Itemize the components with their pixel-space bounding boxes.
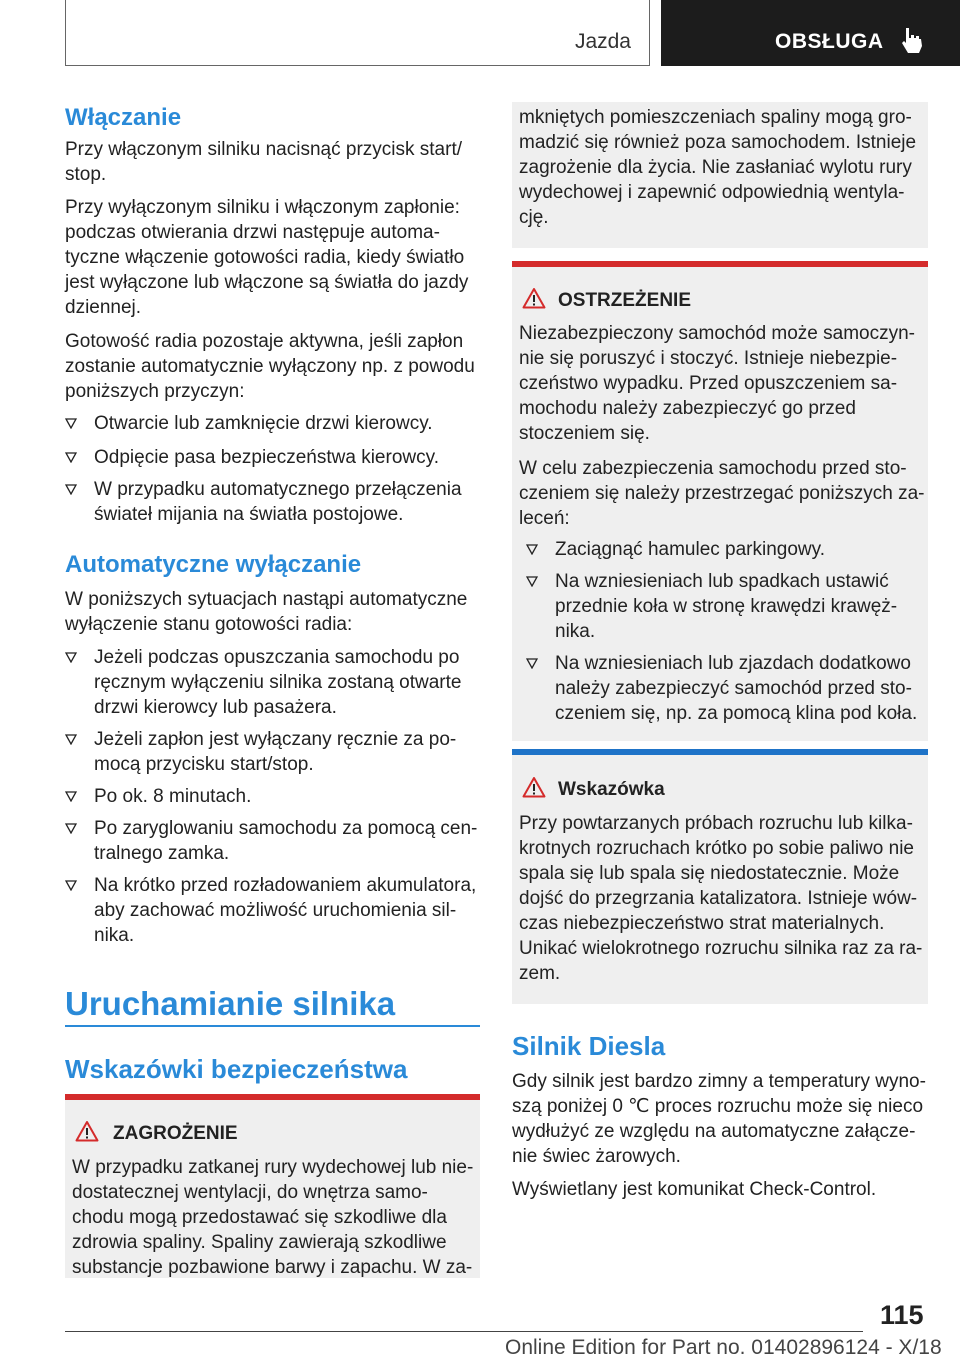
list-item: Zaciągnąć hamulec parkingowy. [526,537,825,562]
paragraph-radio-ready: Gotowość radia pozostaje aktywna, jeśli zapłon zostanie automatycznie wyłączony np. z powodu poniższych przyczyn: [65,331,475,402]
danger-text-continued: mkniętych pomieszczeniach spaliny mogą gro- madzić się również poza samochodem. Istnieje zagrożenie dla życia. Nie zasłaniać wylotu rury wydechowej i zapewnić odpowiednią wentyla- cję. [519,107,917,228]
header-section-box [65,0,650,66]
list-item: Otwarcie lub zamknięcie drzwi kierowcy. [65,411,433,436]
list-item: Jeżeli podczas opuszczania samochodu po ręcznym wyłączeniu silnika zostaną otwarte drzwi kierowcy lub pasażera. [65,645,462,720]
list-item: Na wzniesieniach lub zjazdach dodatkowo należy zabezpieczyć samochód przed sto- czeniem się, np. za pomocą klina pod koła. [526,651,917,726]
footer-rule [65,1331,863,1332]
list-item: W przypadku automatycznego przełączenia świateł mijania na światła postojowe. [65,477,462,527]
header-chapter-tab[interactable] [661,0,960,66]
heading-rule [65,1025,480,1027]
warning-triangle-icon [75,1120,99,1142]
triangle-bullet-icon [65,734,77,745]
triangle-bullet-icon [526,658,538,669]
list-item: Na wzniesieniach lub spadkach ustawić przednie koła w stronę krawędzi krawęż- nika. [526,569,897,644]
list-item: Na krótko przed rozładowaniem akumulatora, aby zachować możliwość uruchomienia sil- nika. [65,873,476,948]
triangle-bullet-icon [65,484,77,495]
triangle-bullet-icon [526,544,538,555]
paragraph-ignition: Przy wyłączonym silniku i włączonym zapłonie: podczas otwierania drzwi następuje automa- tyczne włączenie gotowości radia, kiedy światło jest wyłączone lub włączone są światła do jazdy dziennej. [65,197,469,318]
header-chapter-label: OBSŁUGA [775,30,884,53]
heading-auto-off: Automatyczne wyłączanie [65,551,362,578]
pointing-hand-icon [899,26,925,54]
heading-engine-start: Uruchamianie silnika [65,985,396,1022]
triangle-bullet-icon [65,652,77,663]
triangle-bullet-icon [526,576,538,587]
warning-triangle-icon [522,287,546,309]
warning-text-2: W celu zabezpieczenia samochodu przed sto- czeniem się należy przestrzegać poniższych za- leceń: [519,458,925,529]
warning-text: Niezabezpieczony samochód może samoczyn- nie się poruszyć i stoczyć. Istnieje niebezpie- czeństwo wypadku. Przed opuszczeniem sa- mochodu należy zabezpieczyć go przed stoczeniem się. [519,323,916,444]
notice-title: Wskazówka [558,779,665,800]
triangle-bullet-icon [65,418,77,429]
triangle-bullet-icon [65,791,77,802]
paragraph-diesel: Gdy silnik jest bardzo zimny a temperatury wyno- szą poniżej 0 ℃ proces rozruchu może się nieco wydłużyć ze względu na automatyczne załącze- nie świec żarowych. [512,1071,926,1167]
header-section-title: Jazda [574,30,631,53]
triangle-bullet-icon [65,880,77,891]
list-item: Po zaryglowaniu samochodu za pomocą cen- tralnego zamka. [65,816,477,866]
page-number: 115 [880,1300,924,1330]
heading-wlaczanie: Włączanie [65,104,182,131]
list-item: Jeżeli zapłon jest wyłączany ręcznie za po- mocą przycisku start/stop. [65,727,456,777]
triangle-bullet-icon [65,823,77,834]
triangle-bullet-icon [65,452,77,463]
list-item: Odpięcie pasa bezpieczeństwa kierowcy. [65,445,439,470]
warning-title: OSTRZEŻENIE [558,290,692,311]
heading-diesel: Silnik Diesla [512,1031,666,1061]
heading-safety: Wskazówki bezpieczeństwa [65,1054,408,1084]
paragraph-auto-off: W poniższych sytuacjach nastąpi automatyczne wyłączenie stanu gotowości radia: [65,589,468,635]
list-item: Po ok. 8 minutach. [65,784,251,809]
notice-text: Przy powtarzanych próbach rozruchu lub kilka- krotnych rozruchach krótko po sobie paliwo nie spala się lub spala się niedostatecznie. Może dojść do przegrzania katalizatora. Istnieje wów- czas niebezpieczeństwo strat materialnych. Unikać wielokrotnego rozruchu silnika raz za ra- zem. [519,813,923,984]
warning-triangle-icon [522,776,546,798]
danger-text: W przypadku zatkanej rury wydechowej lub nie- dostatecznej wentylacji, do wnętrza samo- chodu mogą przedostawać się szkodliwe dla zdrowia spaliny. Spaliny zawierają szkodliwe substancje pozbawione barwy i zapachu. W za- [72,1157,474,1278]
paragraph-check-control: Wyświetlany jest komunikat Check-Control. [512,1179,877,1200]
footer-edition: Online Edition for Part no. 01402896124 - X/18 [505,1336,942,1359]
danger-title: ZAGROŻENIE [113,1123,238,1144]
paragraph-start-stop: Przy włączonym silniku nacisnąć przycisk start/ stop. [65,139,462,185]
